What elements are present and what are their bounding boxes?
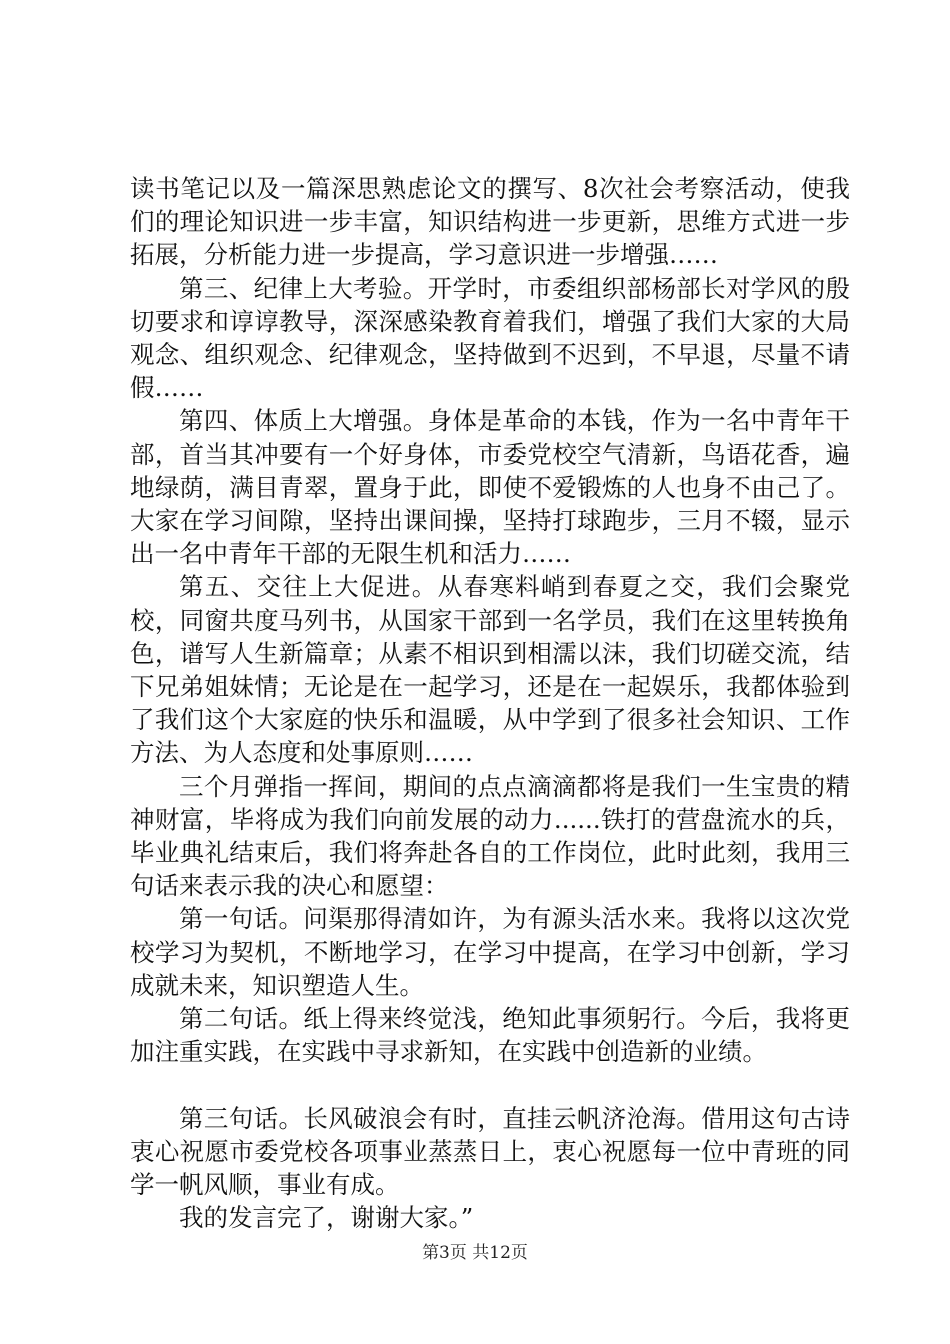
paragraph-closing: 我的发言完了，谢谢大家。” (179, 1203, 474, 1233)
document-body (130, 172, 850, 1234)
paragraph-study-results: 读书笔记以及一篇深思熟虑论文的撰写、8次社会考察活动，使我们的理论知识进一步丰富，知识结构进一步更新，思维方式进一步拓展，分析能力进一步提高，学习意识进一步增强…… (130, 174, 850, 270)
paragraph-first-sentence: 第一句话。问渠那得清如许，为有源头活水来。我将以这次党校学习为契机，不断地学习，在学习中提高，在学习中创新，学习成就未来，知识塑造人生。 (130, 904, 850, 1000)
paragraph-third-sentence: 第三句话。长风破浪会有时，直挂云帆济沧海。借用这句古诗衷心祝愿市委党校各项事业蒸蒸日上，衷心祝愿每一位中青班的同学一帆风顺，事业有成。 (130, 1103, 850, 1200)
paragraph-discipline: 第三、纪律上大考验。开学时，市委组织部杨部长对学风的殷切要求和谆谆教导，深深感染教育着我们，增强了我们大家的大局观念、组织观念、纪律观念，坚持做到不迟到，不早退，尽量不请假…… (130, 273, 850, 403)
paragraph-physique: 第四、体质上大增强。身体是革命的本钱，作为一名中青年干部，首当其冲要有一个好身体，市委党校空气清新，鸟语花香，遍地绿荫，满目青翠，置身于此，即使不爱锻炼的人也身不由己了。大家在学习间隙，坚持出课间操，坚持打球跑步，三月不辍，显示出一名中青年干部的无限生机和活力…… (130, 406, 850, 569)
blank-line (130, 1068, 850, 1101)
paragraph-three-months: 三个月弹指一挥间，期间的点点滴滴都将是我们一生宝贵的精神财富，毕将成为我们向前发展的动力......铁打的营盘流水的兵，毕业典礼结束后，我们将奔赴各自的工作岗位，此时此刻，我用三句话来表示我的决心和愿望： (130, 771, 850, 901)
page-number-footer: 第3页 共12页 (422, 1243, 528, 1263)
paragraph-social: 第五、交往上大促进。从春寒料峭到春夏之交，我们会聚党校，同窗共度马列书，从国家干部到一名学员，我们在这里转换角色，谱写人生新篇章；从素不相识到相濡以沫，我们切磋交流，结下兄弟姐妹情；无论是在一起学习，还是在一起娱乐，我都体验到了我们这个大家庭的快乐和温暖，从中学到了很多社会知识、工作方法、为人态度和处事原则…… (130, 572, 850, 768)
paragraph-second-sentence: 第二句话。纸上得来终觉浅，绝知此事须躬行。今后，我将更加注重实践，在实践中寻求新知，在实践中创造新的业绩。 (130, 1004, 850, 1067)
